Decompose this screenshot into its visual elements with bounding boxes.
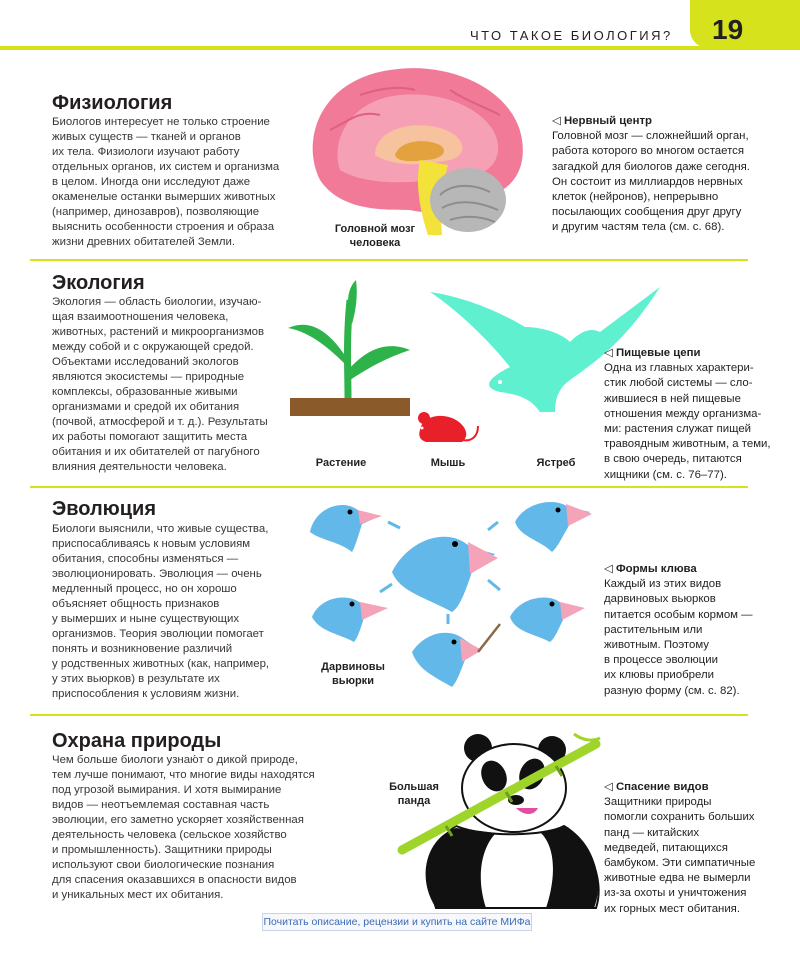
section-heading-evolution: Эволюция bbox=[52, 498, 157, 520]
section-heading-ecology: Экология bbox=[52, 272, 145, 294]
caption-ecology: ◁ Пищевые цепи Одна из главных характери- стик любой системы — сло- жившиеся в ней пищевые отношения между организма- ми: растения служат пищей травоядным животным, а теми, в свою очередь, питаются хищники (см. с. 76–77). bbox=[604, 347, 771, 481]
finch-icon bbox=[515, 502, 592, 552]
section-divider bbox=[30, 259, 748, 261]
triangle-left-icon: ◁ bbox=[604, 347, 616, 359]
section-heading-physiology: Физиология bbox=[52, 92, 173, 114]
buy-link[interactable]: Почитать описание, рецензии и купить на сайте МИФа bbox=[262, 913, 532, 931]
section-body-evolution: Биологи выяснили, что живые существа, приспосабливаясь к новым условиям обитания, способны изменяться — эволюционировать. Эволюция — очень медленный процесс, но он хорошо объясняет общность признаков у вымерших и ныне существующих организмов. Теория эволюции помогает понять и возникновение различий у родственных животных (как, например, у этих вьюрков) в результате их приспособления к условиям жизни. bbox=[52, 523, 270, 700]
plant-label: Растение bbox=[315, 457, 367, 469]
brain-label: Головной мозг человека bbox=[334, 223, 416, 249]
triangle-left-icon: ◁ bbox=[604, 781, 616, 793]
finches-label: Дарвиновы вьюрки bbox=[321, 661, 385, 687]
section-body-conservation: Чем больше биологи узнаю́т о дикой природе, тем лучше понимают, что многие виды находятся под угрозой вымирания. И хотя вымирание видов — неотъемлемая составная часть эволюции, его заметно ускоряет хозяйственная деятельность человека (сельское хозяйство и промышленность). Защитники природы используют свои биологические познания для спасения оказавшихся в опасности видов и уникальных мест их обитания. bbox=[52, 754, 315, 901]
section-body-physiology: Биологов интересует не только строение живых существ — тканей и органов их тела. Физиологи изучают работу отдельных органов, их систем и организма в целом. Иногда они исследуют даже окаменелые останки вымерших животных (например, динозавров), позволяющие выяснить особенности строения и образа жизни древних обитателей Земли. bbox=[52, 116, 280, 248]
finch-icon bbox=[310, 505, 382, 552]
caption-conservation: ◁ Спасение видов Защитники природы помогли сохранить больших панд — китайских медведей, питающихся бамбуком. Эти симпатичные животные едва не вымерли из-за охоты и уничтожения их горных мест обитания. bbox=[604, 781, 756, 915]
section-divider bbox=[30, 486, 748, 488]
page-number-tab bbox=[690, 0, 800, 48]
finch-icon bbox=[510, 598, 585, 642]
mouse-label: Мышь bbox=[430, 457, 466, 469]
header-rule bbox=[0, 46, 800, 50]
triangle-left-icon: ◁ bbox=[604, 563, 616, 575]
hawk-label: Ястреб bbox=[536, 457, 576, 469]
running-header: ЧТО ТАКОЕ БИОЛОГИЯ? bbox=[470, 28, 673, 43]
caption-evolution: ◁ Формы клюва Каждый из этих видов дарвиновых вьюрков питается особым кормом — растительным или животным. Поэтому в процессе эволюции их клювы приобрели разную форму (см. с. 82). bbox=[604, 563, 753, 697]
panda-illustration bbox=[396, 728, 606, 914]
finch-icon bbox=[392, 537, 498, 612]
section-heading-conservation: Охрана природы bbox=[52, 730, 222, 752]
plant-icon bbox=[286, 280, 416, 420]
triangle-left-icon: ◁ bbox=[552, 115, 564, 127]
finch-icon bbox=[412, 624, 500, 687]
caption-physiology: ◁ Нервный центр Головной мозг — сложнейший орган, работа которого во многом остается загадкой для биологов даже сегодня. Он состоит из миллиардов нервных клеток (нейронов), непрерывно посылающих сообщения друг другу и другим частям тела (см. с. 68). bbox=[552, 115, 750, 234]
section-divider bbox=[30, 714, 748, 716]
section-body-ecology: Экология — область биологии, изучаю- щая взаимоотношения человека, животных, растений и микроорганизмов между собой и с окружающей средой. Объектами исследований экологов являются экосистемы — природные комплексы, образованные живыми организмами и средой их обитания (почвой, атмосферой и т. д.). Результаты их работы помогают защитить места обитания и их обитателей от пагубного влияния деятельности человека. bbox=[52, 296, 268, 473]
page-number: 19 bbox=[712, 14, 744, 45]
panda-label: Большая панда bbox=[389, 781, 439, 807]
finch-icon bbox=[312, 598, 388, 642]
